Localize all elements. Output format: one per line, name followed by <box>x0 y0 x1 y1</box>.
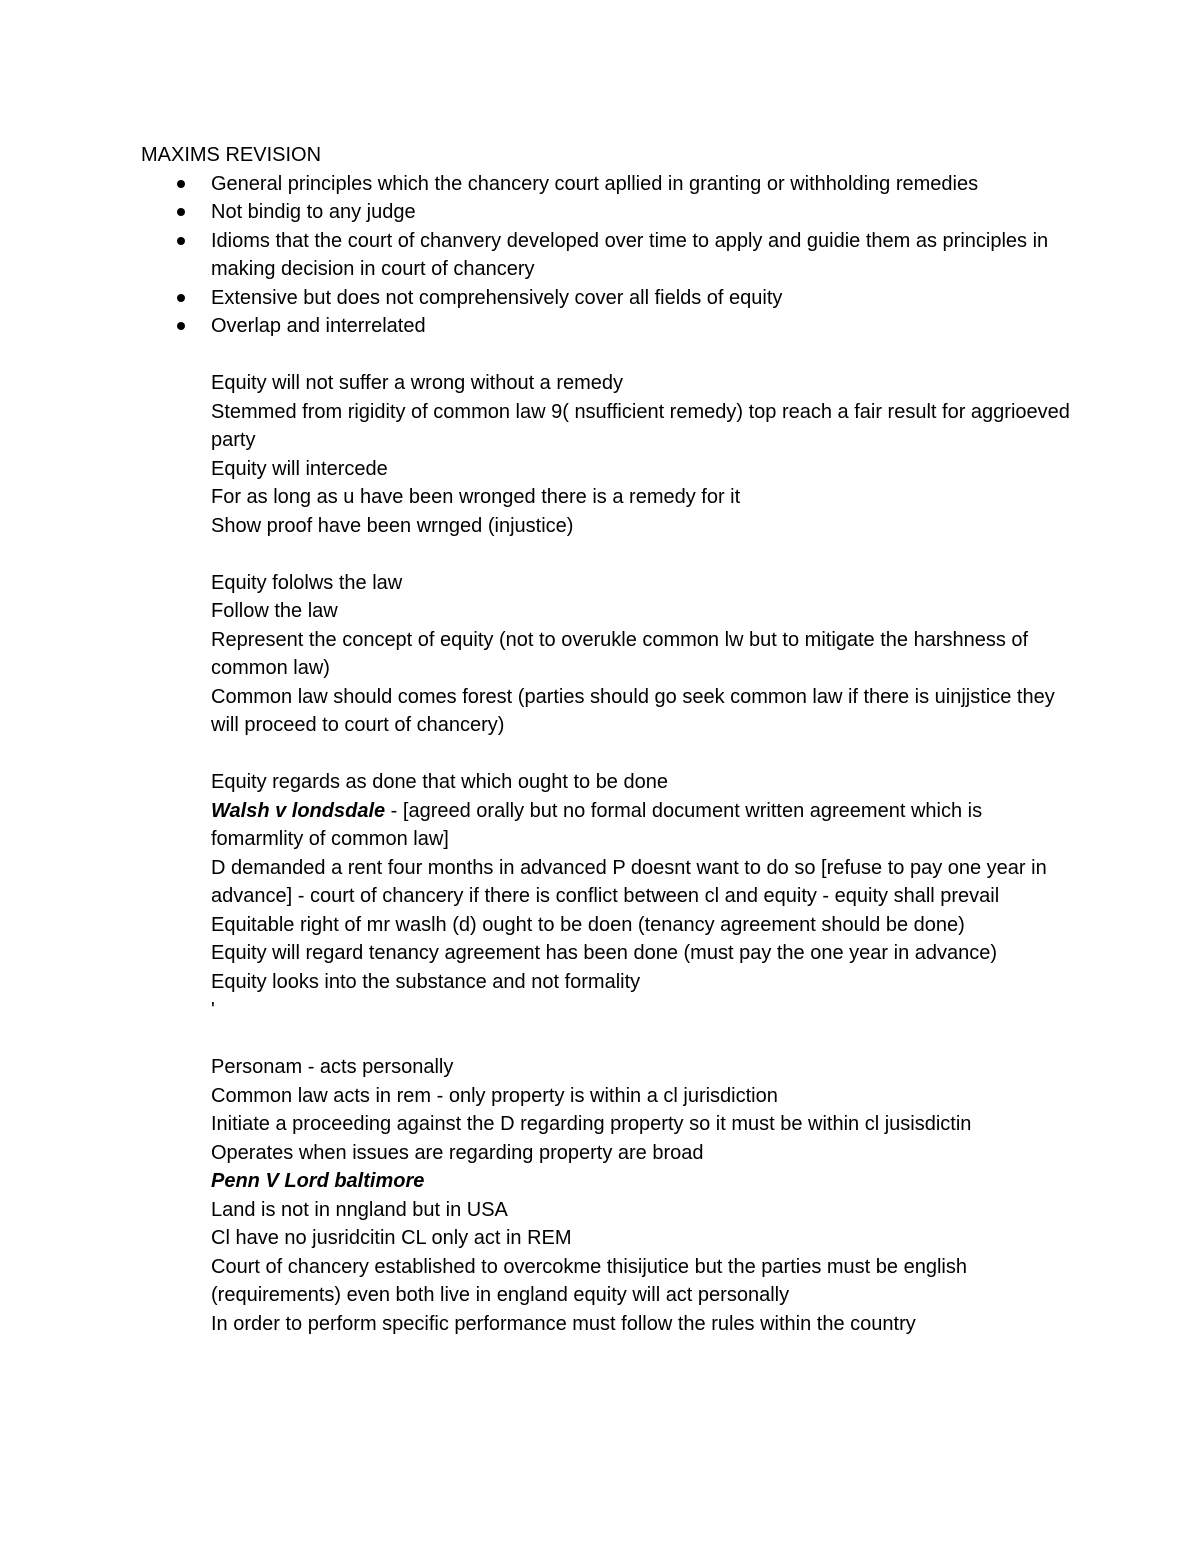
note-line: Equity will regard tenancy agreement has been done (must pay the one year in advance) <box>211 942 998 964</box>
notes-body <box>211 369 1071 1338</box>
bullet-list <box>211 170 1071 341</box>
bullet-text: Not bindig to any judge <box>211 201 416 223</box>
note-line: Equitable right of mr waslh (d) ought to be doen (tenancy agreement should be done) <box>211 913 965 936</box>
note-line: Equity will intercede <box>211 457 388 480</box>
blank-line <box>211 540 1071 569</box>
section-heading: Personam - acts personally <box>211 1056 454 1078</box>
note-line: Common law should comes forest (parties should go seek common law if there is uinjjstice they will proceed to court of chancery) <box>211 685 1055 736</box>
note-line: In order to perform specific performance must follow the rules within the country <box>211 1312 916 1335</box>
bullet-text: Extensive but does not comprehensively cover all fields of equity <box>211 286 783 309</box>
note-line: Initiate a proceeding against the D regarding property so it must be within cl jusisdictin <box>211 1113 972 1135</box>
bullet-dot-icon <box>177 294 185 302</box>
case-description: - [agreed orally but no formal document written agreement which is fomarmlity of common law] <box>211 799 983 850</box>
section-heading: Equity will not suffer a wrong without a remedy <box>211 372 624 394</box>
bullet-item <box>211 312 1071 341</box>
case-name: Penn V Lord baltimore <box>211 1170 425 1192</box>
note-line: Common law acts in rem - only property is within a cl jurisdiction <box>211 1084 778 1107</box>
bullet-item <box>211 284 1071 313</box>
case-name: Walsh v londsdale <box>211 799 386 822</box>
blank-line <box>211 740 1071 769</box>
blank-line <box>211 1025 1071 1054</box>
bullet-dot-icon <box>177 237 185 245</box>
note-line: Represent the concept of equity (not to overukle common lw but to mitigate the harshness of common law) <box>211 628 1029 679</box>
note-line: Stemmed from rigidity of common law 9( nsufficient remedy) top reach a fair result for aggrioeved party <box>211 400 1070 451</box>
note-line: Operates when issues are regarding property are broad <box>211 1141 704 1164</box>
note-line: D demanded a rent four months in advanced P doesnt want to do so [refuse to pay one year in advance] - court of chancery if there is conflict between cl and equity - equity shall prevail <box>211 856 1047 907</box>
note-line: Equity looks into the substance and not formality <box>211 970 641 993</box>
bullet-text: Overlap and interrelated <box>211 315 426 337</box>
note-line: Court of chancery established to overcokme thisijutice but the parties must be english (requirements) even both live in england equity will act personally <box>211 1255 967 1306</box>
document-title: MAXIMS REVISION <box>141 144 322 166</box>
bullet-text: General principles which the chancery court apllied in granting or withholding remedies <box>211 172 979 195</box>
note-line: For as long as u have been wronged there is a remedy for it <box>211 486 741 508</box>
note-line: Show proof have been wrnged (injustice) <box>211 514 574 537</box>
section-heading: Equity fololws the law <box>211 571 403 594</box>
bullet-dot-icon <box>177 208 185 216</box>
bullet-dot-icon <box>177 322 185 330</box>
stray-mark: ' <box>211 999 215 1021</box>
case-line <box>211 797 1071 854</box>
section-heading: Equity regards as done that which ought to be done <box>211 771 668 793</box>
bullet-item <box>211 198 1071 227</box>
bullet-item <box>211 170 1071 199</box>
bullet-dot-icon <box>177 180 185 188</box>
bullet-text: Idioms that the court of chanvery developed over time to apply and guidie them as principles in making decision in court of chancery <box>211 229 1049 280</box>
note-line: Land is not in nngland but in USA <box>211 1198 508 1221</box>
bullet-item <box>211 227 1071 284</box>
note-line: Follow the law <box>211 600 338 622</box>
note-line: Cl have no jusridcitin CL only act in REM <box>211 1227 572 1249</box>
